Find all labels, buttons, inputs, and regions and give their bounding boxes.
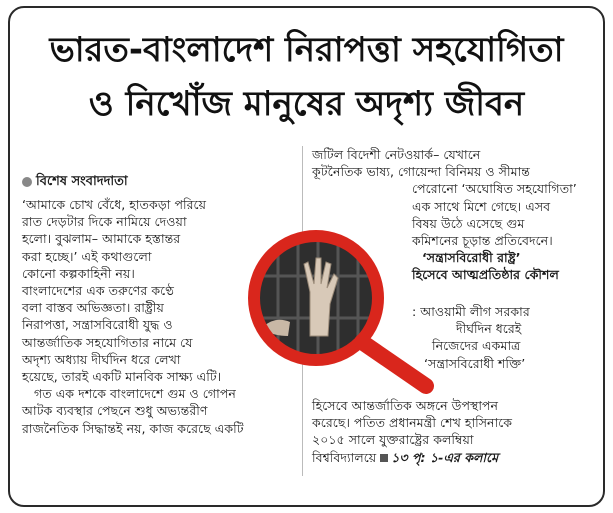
right-line: করেছে। পতিত প্রধানমন্ত্রী শেখ হাসিনাকে	[312, 415, 513, 431]
right-line: কূটনৈতিক ভাষ্য, গোয়েন্দা বিনিময় ও সীমান্ত	[312, 164, 530, 180]
right-line-last	[312, 449, 582, 466]
left-line: অদৃশ্য অধ্যায় দীর্ঘদিন ধরে লেখা	[22, 351, 181, 367]
right-line: : আওয়ামী লীগ সরকার	[412, 304, 530, 319]
byline-text: বিশেষ সংবাদদাতা	[36, 174, 128, 189]
left-line: বাংলাদেশের এক তরুণের কণ্ঠে	[22, 283, 174, 299]
left-line: হলো। বুঝলাম– আমাকে হস্তান্তর	[22, 231, 181, 247]
right-line: কমিশনের চূড়ান্ত প্রতিবেদনে।	[412, 233, 553, 249]
right-line: ‘সন্ত্রাসবিরোধী শক্তি’	[424, 355, 526, 371]
right-line: বিশ্ববিদ্যালয়ে	[312, 449, 377, 465]
left-line: রাজনৈতিক সিদ্ধান্তই নয়, কাজ করেছে একটি	[22, 420, 244, 436]
right-line: হিসেবে আন্তর্জাতিক অঙ্গনে উপস্থাপন	[312, 398, 499, 413]
left-line: করা হচ্ছে।’ এই কথাগুলো	[22, 248, 152, 264]
right-line: এক সাথে মিশে গেছে। এসব	[412, 198, 551, 214]
left-line: কোনো কল্পকাহিনী নয়।	[22, 265, 135, 281]
magnifier-graphic	[228, 218, 448, 398]
right-line: বিষয় উঠে এসেছে গুম	[412, 215, 525, 231]
left-line: গত এক দশকে বাংলাদেশে গুম ও গোপন	[22, 386, 236, 402]
square-bullet-icon	[380, 454, 388, 462]
left-line: নিরাপত্তা, সন্ত্রাসবিরোধী যুদ্ধ ও	[22, 317, 173, 333]
headline-line-1: ভারত-বাংলাদেশ নিরাপত্তা সহযোগিতা	[49, 30, 564, 70]
left-line: হয়েছে, তারই একটি মানবিক সাক্ষ্য এটি।	[22, 369, 222, 385]
left-line: আন্তর্জাতিক সহযোগিতার নামে যে	[22, 334, 193, 350]
right-line: দীর্ঘদিন ধরেই	[456, 321, 522, 337]
subheading-line-2: হিসেবে আত্মপ্রতিষ্ঠার কৌশল	[412, 267, 559, 283]
right-line: ২০১৫ সালে যুক্তরাষ্ট্রের কলম্বিয়া	[312, 432, 474, 448]
right-line: নিজেদের একমাত্র	[432, 338, 521, 354]
left-line: রাত দেড়টার দিকে নামিয়ে দেওয়া	[22, 214, 187, 230]
right-line: জটিল বিদেশী নেটওয়ার্ক– যেখানে	[312, 147, 481, 162]
headline-line-2: ও নিখোঁজ মানুষের অদৃশ্য জীবন	[88, 84, 525, 124]
left-line: বলা বাস্তব অভিজ্ঞতা। রাষ্ট্রীয়	[22, 300, 164, 316]
byline	[22, 172, 128, 193]
right-column-bottom	[312, 397, 582, 466]
subheading-line-1: ‘সন্ত্রাসবিরোধী রাষ্ট্র’	[422, 250, 521, 266]
continuation-text: ১৩ পৃ: ১-এর কলামে	[391, 449, 499, 465]
bullet-icon	[22, 177, 32, 187]
continuation-ref	[380, 450, 498, 465]
right-line: পেরোনো ‘অঘোষিত সহযোগিতা’	[412, 181, 577, 197]
left-line: আটক ব্যবস্থার পেছনে শুধু অভ্যন্তরীণ	[22, 403, 208, 419]
left-line: ‘আমাকে চোখ বেঁধে, হাতকড়া পরিয়ে	[22, 197, 207, 212]
